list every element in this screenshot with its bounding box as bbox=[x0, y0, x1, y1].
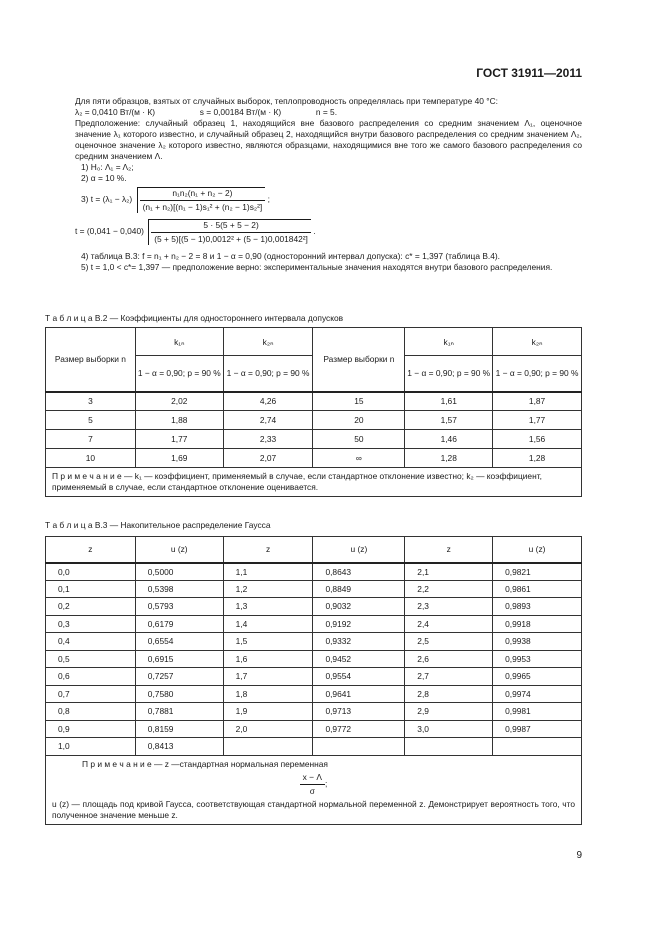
header-k2-2: k₂ₙ bbox=[493, 328, 582, 356]
table-cell: 0,8159 bbox=[135, 720, 223, 738]
table-cell: 3,0 bbox=[405, 720, 493, 738]
table-row bbox=[46, 650, 582, 668]
table-cell: 0,9974 bbox=[493, 685, 582, 703]
table-b3-caption: Т а б л и ц а В.3 — Накопительное распределение Гаусса bbox=[45, 520, 271, 530]
table-cell: 0,8849 bbox=[313, 580, 405, 598]
table-cell: 0,9938 bbox=[493, 633, 582, 651]
table-cell: 2,74 bbox=[223, 411, 313, 430]
intro-section bbox=[75, 96, 582, 273]
table-cell: 4,26 bbox=[223, 392, 313, 411]
table-row bbox=[46, 430, 582, 449]
table-cell: 2,1 bbox=[405, 563, 493, 581]
table-cell: 2,9 bbox=[405, 703, 493, 721]
table-cell: 2,6 bbox=[405, 650, 493, 668]
table-cell: 0,9332 bbox=[313, 633, 405, 651]
s-value: s = 0,00184 Вт/(м · К) bbox=[199, 107, 282, 117]
table-cell: 1,56 bbox=[493, 430, 582, 449]
table-cell: 0,9713 bbox=[313, 703, 405, 721]
table-row bbox=[46, 598, 582, 616]
header-z: z bbox=[46, 537, 136, 563]
table-b3-note: П р и м е ч а н и е — z —стандартная нормальная переменная $\frac{x - \Lambda}{\sigma}$ ; u (z) — площадь под кривой Гаусса, соответствующая стандартной нормальной переменной z. Демонстрирует вероятность того, что полученное значение меньше z. bbox=[46, 755, 582, 824]
table-cell: 2,07 bbox=[223, 449, 313, 468]
header-sub: 1 − α = 0,90; p = 90 % bbox=[493, 356, 582, 392]
table-cell: 0,7 bbox=[46, 685, 136, 703]
table-cell: 0,7257 bbox=[135, 668, 223, 686]
table-row bbox=[46, 580, 582, 598]
table-cell bbox=[313, 738, 405, 756]
table-cell: 0,8 bbox=[46, 703, 136, 721]
table-cell: 2,4 bbox=[405, 615, 493, 633]
table-cell: 0,6 bbox=[46, 668, 136, 686]
table-cell: 0,0 bbox=[46, 563, 136, 581]
table-cell: 15 bbox=[313, 392, 405, 411]
table-cell: 0,9641 bbox=[313, 685, 405, 703]
table-cell: 2,5 bbox=[405, 633, 493, 651]
table-cell: 1,5 bbox=[223, 633, 313, 651]
table-cell: 1,6 bbox=[223, 650, 313, 668]
table-cell: 0,8413 bbox=[135, 738, 223, 756]
table-cell: 0,9981 bbox=[493, 703, 582, 721]
table-cell: 0,1 bbox=[46, 580, 136, 598]
step-2: 2) α = 10 %. bbox=[81, 173, 127, 183]
header-z: z bbox=[405, 537, 493, 563]
t-calculation: t = (0,041 − 0,040) $\frac{5 \cdot 5(5 + 5 - 2)}{\text{(5 + 5)[(5 − 1)0,0012² + (5 − 1)0,001842²]}}$ . bbox=[75, 220, 316, 244]
header-k1: k₁ₙ bbox=[135, 328, 223, 356]
table-cell: 1,1 bbox=[223, 563, 313, 581]
table-row bbox=[46, 615, 582, 633]
table-cell: 1,2 bbox=[223, 580, 313, 598]
header-k1-2: k₁ₙ bbox=[405, 328, 493, 356]
table-cell: 2,3 bbox=[405, 598, 493, 616]
table-cell: 0,7580 bbox=[135, 685, 223, 703]
table-cell: 3 bbox=[46, 392, 136, 411]
table-cell: 0,3 bbox=[46, 615, 136, 633]
table-cell: ∞ bbox=[313, 449, 405, 468]
table-cell: 0,9032 bbox=[313, 598, 405, 616]
table-cell: 0,7881 bbox=[135, 703, 223, 721]
table-cell: 1,46 bbox=[405, 430, 493, 449]
table-cell: 1,69 bbox=[135, 449, 223, 468]
step-1: 1) H₀: Λ₁ = Λ₂; bbox=[81, 162, 134, 172]
table-cell: 0,4 bbox=[46, 633, 136, 651]
table-cell: 1,61 bbox=[405, 392, 493, 411]
table-cell: 0,9452 bbox=[313, 650, 405, 668]
intro-line: Для пяти образцов, взятых от случайных выборок, теплопроводность определялась при температуре 40 °С: bbox=[75, 96, 499, 106]
table-cell: 0,8643 bbox=[313, 563, 405, 581]
table-cell: 1,8 bbox=[223, 685, 313, 703]
table-cell: 7 bbox=[46, 430, 136, 449]
page-number: 9 bbox=[576, 850, 582, 861]
table-cell: 0,9893 bbox=[493, 598, 582, 616]
table-row bbox=[46, 703, 582, 721]
header-sample-size: Размер выборки n bbox=[46, 328, 136, 392]
table-row bbox=[46, 633, 582, 651]
table-row bbox=[46, 392, 582, 411]
step-5: 5) t = 1,0 < c*= 1,397 — предположение верно: экспериментальные значения находятся внутри базового распределения. bbox=[81, 262, 553, 272]
table-cell: 1,3 bbox=[223, 598, 313, 616]
table-cell: 0,6915 bbox=[135, 650, 223, 668]
lambda-value: λ₂ = 0,0410 Вт/(м · К) bbox=[75, 107, 156, 117]
table-row bbox=[46, 720, 582, 738]
step-3-formula: 3) t = (λ₁ − λ₂) $\frac{\text{n₁n₂(n₁ + n₂ − 2)}}{\text{(n₁ + n₂)[(n₁ − 1)s₁² + (n₂ − 1)s₂²]}}$ ; bbox=[81, 188, 270, 212]
table-cell: 0,5793 bbox=[135, 598, 223, 616]
table-cell: 2,7 bbox=[405, 668, 493, 686]
table-cell: 0,9861 bbox=[493, 580, 582, 598]
n-value: n = 5. bbox=[315, 107, 338, 117]
table-b2-caption: Т а б л и ц а В.2 — Коэффициенты для одностороннего интервала допусков bbox=[45, 313, 344, 323]
header-sub: 1 − α = 0,90; p = 90 % bbox=[135, 356, 223, 392]
table-row bbox=[46, 411, 582, 430]
table-row bbox=[46, 563, 582, 581]
table-row bbox=[46, 738, 582, 756]
intro-values bbox=[75, 107, 582, 118]
table-cell: 50 bbox=[313, 430, 405, 449]
table-cell bbox=[223, 738, 313, 756]
table-cell: 0,5 bbox=[46, 650, 136, 668]
table-cell: 1,88 bbox=[135, 411, 223, 430]
table-cell: 2,2 bbox=[405, 580, 493, 598]
table-cell: 0,6554 bbox=[135, 633, 223, 651]
table-cell: 0,9192 bbox=[313, 615, 405, 633]
table-cell: 20 bbox=[313, 411, 405, 430]
table-cell: 0,9953 bbox=[493, 650, 582, 668]
table-cell: 0,9918 bbox=[493, 615, 582, 633]
table-cell: 2,8 bbox=[405, 685, 493, 703]
table-cell: 0,5398 bbox=[135, 580, 223, 598]
table-cell: 1,77 bbox=[135, 430, 223, 449]
table-cell: 2,02 bbox=[135, 392, 223, 411]
header-sub: 1 − α = 0,90; p = 90 % bbox=[223, 356, 313, 392]
table-row bbox=[46, 668, 582, 686]
header-z: z bbox=[223, 537, 313, 563]
table-row bbox=[46, 449, 582, 468]
table-b2 bbox=[45, 327, 582, 497]
table-cell: 1,28 bbox=[405, 449, 493, 468]
table-cell: 0,9772 bbox=[313, 720, 405, 738]
step-4: 4) таблица В.3: f = n₁ + n₂ − 2 = 8 и 1 − α = 0,90 (односторонний интервал допуска): c* = 1,397 (таблица В.4). bbox=[81, 251, 501, 261]
header-k2: k₂ₙ bbox=[223, 328, 313, 356]
table-cell: 2,33 bbox=[223, 430, 313, 449]
assumption-paragraph: Предположение: случайный образец 1, находящийся вне базового распределения со средним значением Λ₁, оценочное значение λ₁ которого известно, и случайный образец 2, находящийся внутри базового распределения со средним значением Λ₂, оценочное значение λ₂ которого известно, являются образцами, находящимися вне того же самого базового распределения со средним значением Λ. bbox=[75, 118, 582, 161]
table-cell: 5 bbox=[46, 411, 136, 430]
table-cell: 1,77 bbox=[493, 411, 582, 430]
table-cell: 1,4 bbox=[223, 615, 313, 633]
header-u: u (z) bbox=[313, 537, 405, 563]
header-u: u (z) bbox=[135, 537, 223, 563]
table-cell bbox=[405, 738, 493, 756]
table-cell: 0,2 bbox=[46, 598, 136, 616]
table-b2-note: П р и м е ч а н и е — k₁ — коэффициент, применяемый в случае, если стандартное отклонение известно; k₂ — коэффициент, применяемый в случае, если стандартное отклонение оценивается. bbox=[46, 468, 582, 497]
table-cell: 0,9 bbox=[46, 720, 136, 738]
table-cell: 10 bbox=[46, 449, 136, 468]
table-cell: 1,0 bbox=[46, 738, 136, 756]
table-cell: 0,6179 bbox=[135, 615, 223, 633]
table-cell: 0,9987 bbox=[493, 720, 582, 738]
table-cell bbox=[493, 738, 582, 756]
header-sub: 1 − α = 0,90; p = 90 % bbox=[405, 356, 493, 392]
table-cell: 1,28 bbox=[493, 449, 582, 468]
table-cell: 0,9821 bbox=[493, 563, 582, 581]
table-row bbox=[46, 685, 582, 703]
table-cell: 0,9965 bbox=[493, 668, 582, 686]
table-b3 bbox=[45, 536, 582, 825]
header-sample-size-2: Размер выборки n bbox=[313, 328, 405, 392]
table-cell: 0,9554 bbox=[313, 668, 405, 686]
table-cell: 1,7 bbox=[223, 668, 313, 686]
table-cell: 1,9 bbox=[223, 703, 313, 721]
standard-number: ГОСТ 31911—2011 bbox=[476, 66, 582, 80]
table-cell: 1,57 bbox=[405, 411, 493, 430]
table-cell: 1,87 bbox=[493, 392, 582, 411]
header-u: u (z) bbox=[493, 537, 582, 563]
z-formula: $\frac{x - \Lambda}{\sigma}$ ; bbox=[52, 772, 575, 797]
table-cell: 2,0 bbox=[223, 720, 313, 738]
table-cell: 0,5000 bbox=[135, 563, 223, 581]
